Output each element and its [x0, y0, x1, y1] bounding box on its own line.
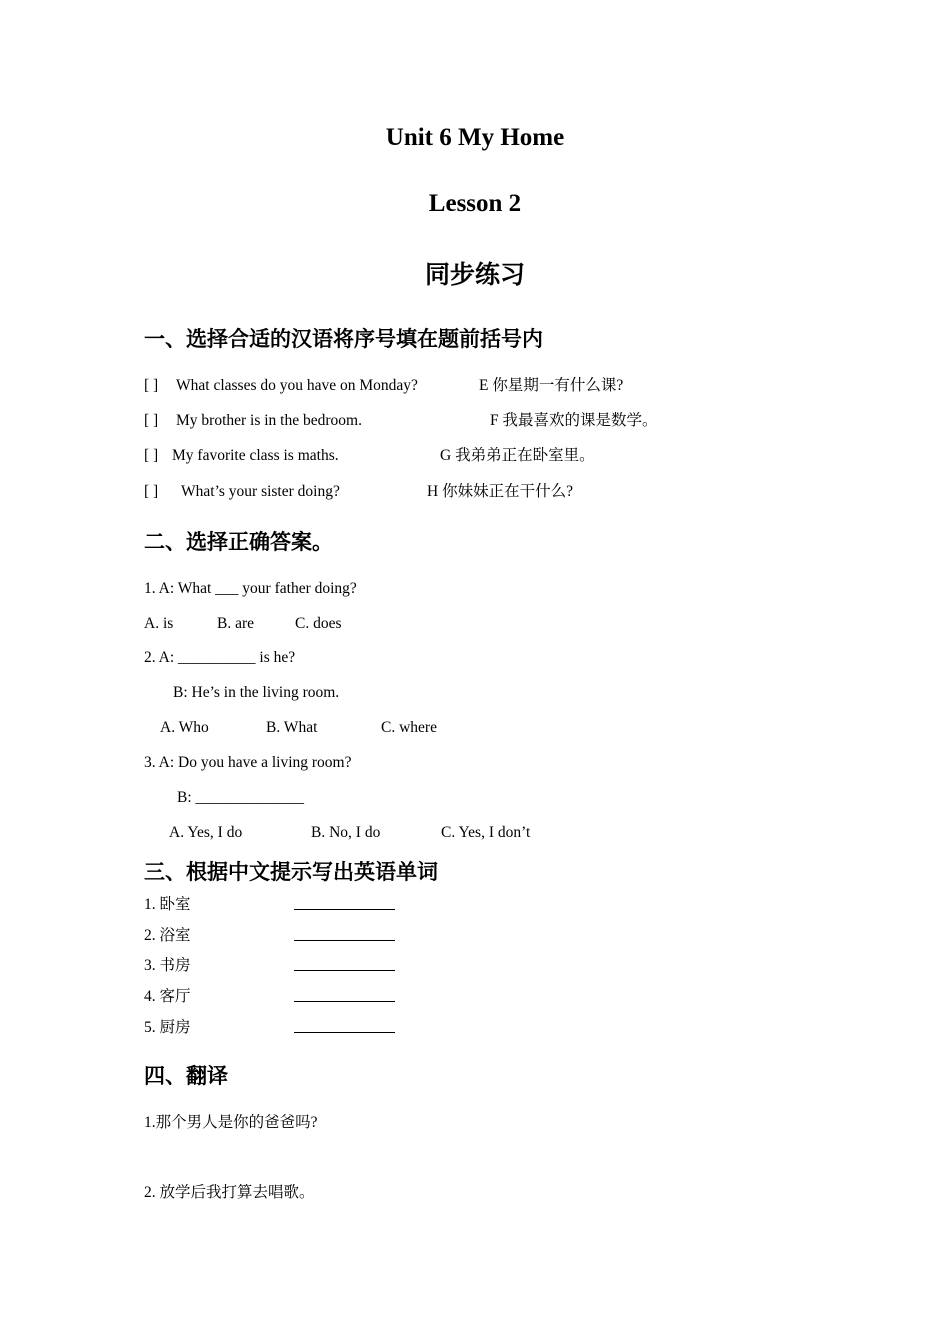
section4-heading: 四、翻译 — [144, 1064, 228, 1088]
s3-item2-label: 2. 浴室 — [144, 927, 191, 944]
s3-item4-answer-blank[interactable] — [294, 987, 395, 1008]
s3-item3-label: 3. 书房 — [144, 957, 191, 974]
s1-row4-chinese: H 你妹妹正在干什么? — [427, 483, 573, 500]
s3-item3-answer-blank[interactable] — [294, 956, 395, 977]
s3-item1-label: 1. 卧室 — [144, 896, 191, 913]
s4-item2: 2. 放学后我打算去唱歌。 — [144, 1184, 315, 1201]
s2-q1-option-b: B. are — [217, 615, 255, 632]
s1-row2-english: My brother is in the bedroom. — [176, 412, 362, 429]
s1-row4-english: What’s your sister doing? — [181, 483, 340, 500]
s1-row1-chinese: E 你星期一有什么课? — [479, 377, 624, 394]
section2-heading: 二、选择正确答案。 — [144, 530, 333, 554]
s3-item5-label: 5. 厨房 — [144, 1019, 191, 1036]
s2-q3-option-b: B. No, I do — [311, 824, 381, 841]
s3-item2-answer-blank[interactable] — [294, 926, 395, 947]
s1-row3-chinese: G 我弟弟正在卧室里。 — [440, 447, 595, 464]
s2-q2-option-a: A. Who — [160, 719, 209, 736]
s2-q3-answer-line: B: ______________ — [177, 789, 305, 806]
s2-q1-option-a: A. is — [144, 615, 174, 632]
s1-row2-chinese: F 我最喜欢的课是数学。 — [490, 412, 658, 429]
s2-q3-option-c: C. Yes, I don’t — [441, 824, 531, 841]
s1-row3-bracket: [ ] — [144, 447, 159, 464]
s1-row1-bracket: [ ] — [144, 377, 159, 394]
s2-q2-stem: 2. A: __________ is he? — [144, 649, 296, 666]
sub-title: 同步练习 — [424, 262, 525, 289]
lesson-title: Lesson 2 — [428, 190, 522, 217]
section3-heading: 三、根据中文提示写出英语单词 — [144, 860, 438, 884]
s1-row3-english: My favorite class is maths. — [172, 447, 339, 464]
s2-q2-answer-line: B: He’s in the living room. — [173, 684, 340, 701]
s1-row1-english: What classes do you have on Monday? — [176, 377, 418, 394]
s2-q3-stem: 3. A: Do you have a living room? — [144, 754, 352, 771]
s3-item4-label: 4. 客厅 — [144, 988, 191, 1005]
s2-q3-option-a: A. Yes, I do — [169, 824, 243, 841]
s1-row2-bracket: [ ] — [144, 412, 159, 429]
s2-q1-option-c: C. does — [295, 615, 342, 632]
s3-item1-answer-blank[interactable] — [294, 895, 395, 916]
unit-title: Unit 6 My Home — [385, 124, 565, 151]
s2-q2-option-b: B. What — [266, 719, 318, 736]
s3-item5-answer-blank[interactable] — [294, 1018, 395, 1039]
s2-q2-option-c: C. where — [381, 719, 437, 736]
s4-item1: 1.那个男人是你的爸爸吗? — [144, 1114, 318, 1131]
s1-row4-bracket: [ ] — [144, 483, 159, 500]
s2-q1-stem: 1. A: What ___ your father doing? — [144, 580, 357, 597]
section1-heading: 一、选择合适的汉语将序号填在题前括号内 — [144, 327, 543, 351]
